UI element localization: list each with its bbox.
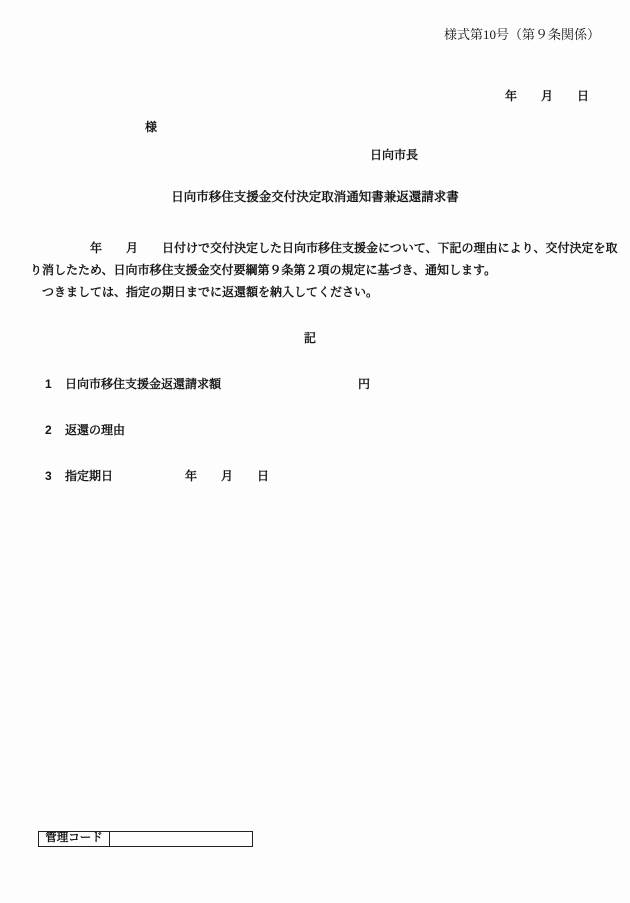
body-paragraph-line-2: り消したため、日向市移住支援金交付要綱第９条第２項の規定に基づき、通知します。: [30, 263, 497, 277]
item-label: 指定期日: [65, 469, 114, 483]
ki-section-marker: 記: [303, 331, 316, 345]
item-label: 日向市移住支援金返還請求額: [65, 377, 222, 391]
item-label: 返還の理由: [65, 423, 126, 437]
form-number: 様式第10号（第９条関係）: [443, 27, 600, 42]
list-item-refund-amount: [0, 377, 630, 393]
sender-name: 日向市長: [370, 148, 419, 162]
management-code-value-cell: [110, 832, 252, 846]
date-fill-in-line: 年 月 日: [505, 89, 590, 103]
body-paragraph-line-1: 年 月 日付けで交付決定した日向市移住支援金について、下記の理由により、交付決定を取: [30, 241, 618, 255]
list-item-due-date: [0, 469, 630, 485]
item-number: 2: [45, 423, 52, 437]
item-number: 1: [45, 377, 52, 391]
management-code-label: 管理コード: [39, 832, 110, 846]
document-title: 日向市移住支援金交付決定取消通知書兼返還請求書: [171, 190, 459, 204]
body-paragraph-line-3: つきましては、指定の期日までに返還額を納入してください。: [30, 285, 379, 299]
date-fill-in-line: 年 月 日: [185, 469, 270, 483]
item-number: 3: [45, 469, 52, 483]
list-item-refund-reason: [0, 423, 630, 439]
currency-unit-label: 円: [358, 377, 371, 391]
management-code-table: [38, 831, 253, 847]
addressee-suffix: 様: [145, 120, 158, 134]
